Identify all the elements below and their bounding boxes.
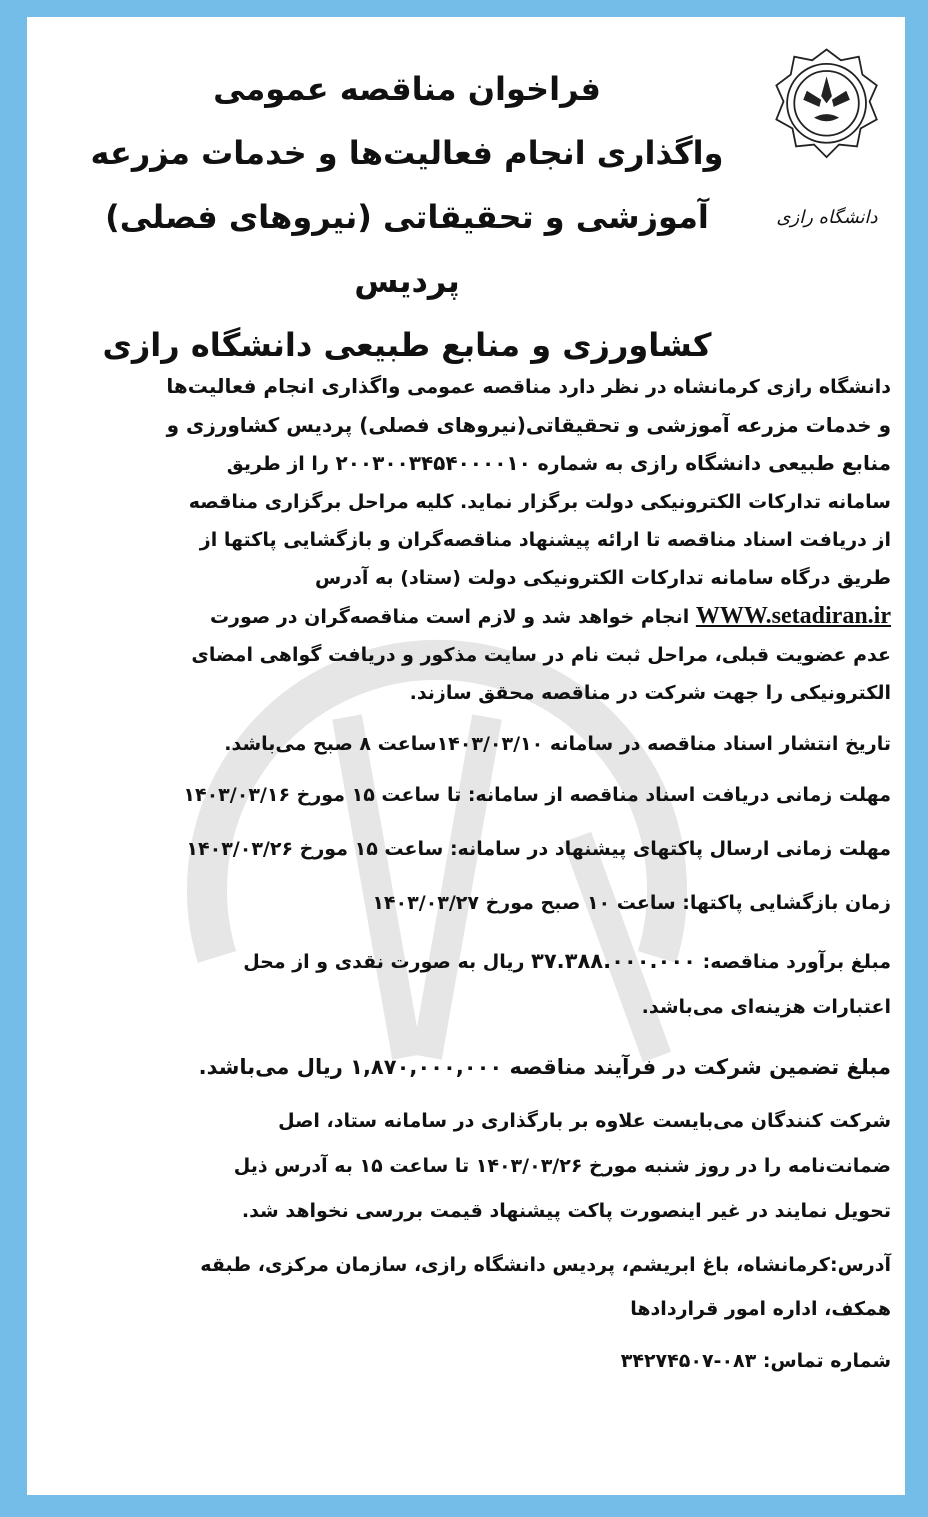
address-line: همکف، اداره امور قراردادها: [630, 1298, 891, 1320]
guarantee-amount: مبلغ تضمین شرکت در فرآیند مناقصه ۱,۸۷۰,۰۰۰,۰۰۰ ریال می‌باشد.: [198, 1055, 891, 1079]
title-line: آموزشی و تحقیقاتی (نیروهای فصلی) پردیس: [105, 198, 709, 300]
title-line: فراخوان مناقصه عمومی: [213, 70, 601, 108]
delivery-line: شرکت کنندگان می‌بایست علاوه بر بارگذاری در سامانه ستاد، اصل: [278, 1110, 891, 1132]
intro-text: به شماره: [530, 453, 631, 475]
intro-line: طریق درگاه سامانه تدارکات الکترونیکی دولت (ستاد) به آدرس: [314, 567, 891, 589]
university-emblem-icon: [762, 39, 892, 199]
title-line: واگذاری انجام فعالیت‌ها و خدمات مزرعه: [90, 134, 724, 172]
intro-line: [41, 444, 891, 483]
tender-number: ۲۰۰۳۰۰۳۴۵۴۰۰۰۰۱۰: [335, 451, 531, 475]
intro-bold: واگذاری انجام فعالیت‌ها: [166, 374, 401, 398]
razi-university-logo: [762, 39, 892, 259]
address-line: آدرس:کرمانشاه، باغ ابریشم، پردیس دانشگاه رازی، سازمان مرکزی، طبقه: [200, 1254, 891, 1276]
notice-body: [41, 367, 891, 1380]
title-line: کشاورزی و منابع طبیعی دانشگاه رازی: [102, 326, 712, 364]
logo-caption: دانشگاه رازی: [776, 207, 878, 228]
delivery-line: تحویل نمایند در غیر اینصورت پاکت پیشنهاد قیمت بررسی نخواهد شد.: [241, 1200, 891, 1222]
opening-time: زمان بازگشایی پاکتها: ساعت ۱۰ صبح مورخ ۱۴۰۳/۰۳/۲۷: [372, 892, 891, 914]
estimate-amount: ۳۷.۳۸۸.۰۰۰.۰۰۰: [531, 949, 696, 973]
notice-title: [67, 57, 747, 377]
publish-date: تاریخ انتشار اسناد مناقصه در سامانه ۱۴۰۳/۰۳/۱۰ساعت ۸ صبح می‌باشد.: [224, 733, 891, 755]
intro-line: [41, 367, 891, 406]
intro-line: الکترونیکی را جهت شرکت در مناقصه محقق سازند.: [409, 682, 891, 704]
intro-text: انجام خواهد شد و لازم است مناقصه‌گران در صورت: [209, 606, 696, 628]
intro-text: را از طریق: [226, 453, 336, 475]
intro-bold: منابع طبیعی دانشگاه رازی: [630, 451, 891, 475]
bid-deadline: مهلت زمانی ارسال پاکتهای پیشنهاد در سامانه: ساعت ۱۵ مورخ ۱۴۰۳/۰۳/۲۶: [186, 838, 891, 860]
estimate-line: اعتبارات هزینه‌ای می‌باشد.: [641, 996, 891, 1018]
estimate-line: [41, 942, 891, 988]
intro-line: و خدمات مزرعه آموزشی و تحقیقاتی(نیروهای فصلی) پردیس کشاورزی و: [166, 413, 891, 437]
estimate-text: ریال به صورت نقدی و از محل: [243, 951, 532, 973]
document-deadline: مهلت زمانی دریافت اسناد مناقصه از سامانه: تا ساعت ۱۵ مورخ ۱۴۰۳/۰۳/۱۶: [183, 784, 891, 806]
intro-line: [41, 597, 891, 636]
intro-text: دانشگاه رازی کرمانشاه در نظر دارد مناقصه عمومی: [400, 376, 891, 398]
intro-line: عدم عضویت قبلی، مراحل ثبت نام در سایت مذکور و دریافت گواهی امضای: [191, 644, 891, 666]
notice-card: [27, 17, 905, 1495]
setad-website-link[interactable]: WWW.setadiran.ir: [695, 603, 891, 629]
contact-phone: شماره تماس: ۰۸۳-۳۴۲۷۴۵۰۷: [620, 1350, 891, 1372]
intro-line: سامانه تدارکات الکترونیکی دولت برگزار نماید. کلیه مراحل برگزاری مناقصه: [188, 491, 891, 513]
estimate-label: مبلغ برآورد مناقصه:: [695, 951, 891, 973]
intro-line: از دریافت اسناد مناقصه تا ارائه پیشنهاد مناقصه‌گران و بازگشایی پاکتها از: [199, 529, 891, 551]
delivery-line: ضمانت‌نامه را در روز شنبه مورخ ۱۴۰۳/۰۳/۲۶ تا ساعت ۱۵ به آدرس ذیل: [233, 1155, 891, 1177]
